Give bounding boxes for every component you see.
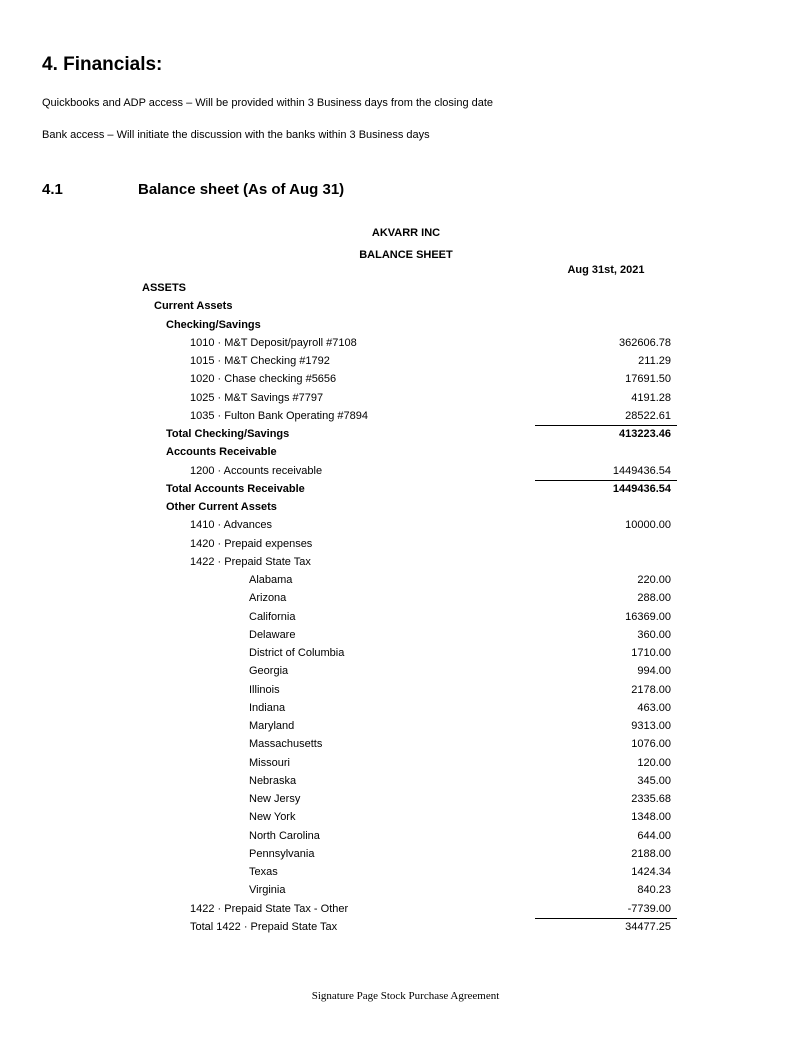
row-label: Illinois — [249, 683, 280, 696]
row-label: Delaware — [249, 628, 296, 641]
row-label: Current Assets — [154, 300, 233, 313]
row-amount: 9313.00 — [631, 720, 671, 732]
row-amount: 34477.25 — [625, 920, 671, 933]
table-row — [0, 445, 811, 460]
row-amount: 2188.00 — [631, 847, 671, 860]
row-label: New Jersy — [249, 793, 301, 805]
row-label: Total 1422 · Prepaid State Tax — [190, 920, 338, 933]
column-header-date: Aug 31st, 2021 — [567, 264, 645, 276]
row-amount: 463.00 — [637, 701, 671, 714]
row-amount: 2335.68 — [631, 793, 671, 805]
table-row — [0, 573, 811, 588]
row-label: Checking/Savings — [166, 318, 261, 331]
table-row — [0, 756, 811, 771]
row-label: California — [249, 610, 296, 623]
row-label: 1422 · Prepaid State Tax — [190, 555, 311, 568]
row-amount: 1424.34 — [631, 866, 671, 878]
table-row — [0, 920, 811, 935]
row-amount: 413223.46 — [619, 428, 671, 440]
row-label: 1200 · Accounts receivable — [190, 464, 323, 477]
table-row — [0, 774, 811, 789]
company-name: AKVARR INC — [371, 227, 441, 239]
paragraph-quickbooks-access: Quickbooks and ADP access – Will be provided within 3 Business days from the closing date — [42, 97, 494, 109]
row-label: Indiana — [249, 701, 286, 714]
table-row — [0, 537, 811, 552]
table-row — [0, 591, 811, 606]
table-row — [0, 883, 811, 898]
row-amount: 288.00 — [637, 592, 671, 605]
table-row — [0, 500, 811, 515]
table-row — [0, 409, 811, 424]
row-label: Missouri — [249, 756, 290, 769]
table-row — [0, 829, 811, 844]
subtotal-rule — [535, 425, 677, 426]
table-row — [0, 792, 811, 807]
table-row — [0, 299, 811, 314]
row-label: Virginia — [249, 884, 286, 897]
row-amount: 220.00 — [637, 574, 671, 586]
row-label: District of Columbia — [249, 647, 345, 659]
row-amount: 2178.00 — [631, 683, 671, 696]
row-amount: 1449436.54 — [612, 482, 671, 495]
table-row — [0, 719, 811, 734]
table-row — [0, 427, 811, 442]
table-row — [0, 318, 811, 333]
table-row — [0, 555, 811, 570]
row-amount: 4191.28 — [631, 391, 671, 404]
row-label: Pennsylvania — [249, 847, 315, 860]
table-row — [0, 847, 811, 862]
row-label: New York — [249, 811, 296, 824]
table-row — [0, 683, 811, 698]
row-label: 1410 · Advances — [190, 519, 272, 532]
row-amount: 1449436.54 — [612, 464, 671, 477]
table-row — [0, 628, 811, 643]
row-label: 1420 · Prepaid expenses — [190, 537, 313, 550]
row-amount: 360.00 — [637, 628, 671, 641]
table-row — [0, 902, 811, 917]
row-label: 1025 · M&T Savings #7797 — [190, 391, 324, 404]
paragraph-bank-access: Bank access – Will initiate the discussion with the banks within 3 Business days — [42, 129, 430, 141]
row-label: 1015 · M&T Checking #1792 — [190, 355, 330, 367]
table-row — [0, 646, 811, 661]
row-label: Nebraska — [249, 774, 297, 787]
row-label: North Carolina — [249, 829, 320, 842]
table-row — [0, 610, 811, 625]
row-label: Georgia — [249, 665, 289, 678]
row-amount: 120.00 — [637, 756, 671, 769]
table-row — [0, 810, 811, 825]
row-label: Total Checking/Savings — [166, 428, 290, 440]
row-label: Alabama — [249, 574, 293, 586]
table-row — [0, 354, 811, 369]
table-row — [0, 336, 811, 351]
table-row — [0, 701, 811, 716]
row-label: Accounts Receivable — [166, 446, 277, 459]
row-amount: 17691.50 — [625, 373, 671, 386]
row-label: 1020 · Chase checking #5656 — [190, 373, 337, 386]
row-label: Arizona — [249, 592, 287, 605]
subtotal-rule — [535, 480, 677, 481]
subsection-title: Balance sheet (As of Aug 31) — [138, 181, 345, 198]
row-label: Other Current Assets — [166, 501, 277, 513]
table-row — [0, 737, 811, 752]
page-footer: Signature Page Stock Purchase Agreement — [311, 990, 500, 1002]
row-amount: 211.29 — [638, 355, 671, 367]
row-amount: 1710.00 — [631, 647, 671, 659]
table-row — [0, 464, 811, 479]
table-row — [0, 482, 811, 497]
row-amount: 840.23 — [637, 884, 671, 897]
table-row — [0, 281, 811, 296]
row-label: Total Accounts Receivable — [166, 482, 305, 495]
table-row — [0, 391, 811, 406]
row-amount: 1348.00 — [631, 811, 671, 824]
row-amount: 16369.00 — [625, 610, 671, 623]
row-amount: 644.00 — [637, 829, 671, 842]
row-amount: -7739.00 — [627, 902, 671, 915]
subsection-number: 4.1 — [42, 181, 63, 198]
row-label: 1010 · M&T Deposit/payroll #7108 — [190, 336, 357, 349]
row-label: ASSETS — [142, 282, 187, 294]
row-label: Texas — [249, 866, 278, 878]
row-amount: 362606.78 — [619, 336, 671, 349]
row-label: 1422 · Prepaid State Tax - Other — [190, 902, 349, 915]
section-heading: 4. Financials: — [42, 54, 163, 75]
subtotal-rule — [535, 918, 677, 919]
table-row — [0, 865, 811, 880]
table-row — [0, 664, 811, 679]
row-amount: 994.00 — [637, 665, 671, 678]
report-title: BALANCE SHEET — [359, 249, 453, 261]
table-row — [0, 518, 811, 533]
row-amount: 28522.61 — [625, 409, 671, 422]
row-label: 1035 · Fulton Bank Operating #7894 — [190, 409, 368, 422]
row-amount: 1076.00 — [631, 738, 671, 751]
row-amount: 10000.00 — [625, 519, 671, 532]
row-amount: 345.00 — [637, 774, 671, 787]
row-label: Maryland — [249, 720, 295, 732]
table-row — [0, 372, 811, 387]
row-label: Massachusetts — [249, 738, 323, 751]
